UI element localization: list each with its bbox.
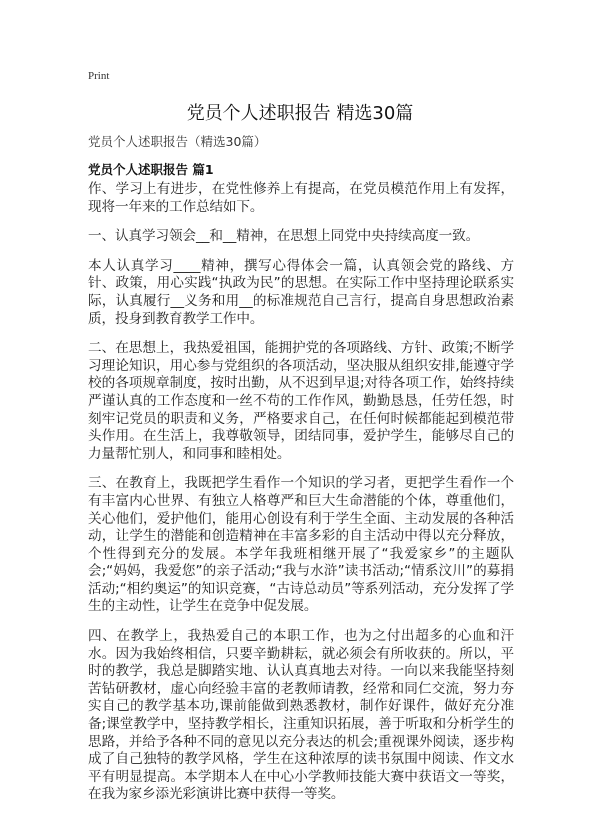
document-title: 党员个人述职报告 精选30篇 <box>186 103 414 124</box>
paragraph-point-1-body: 本人认真学习____精神，撰写心得体会一篇，认真领会党的路线、方针、政策，用心实践“执政为民”的思想。在实际工作中坚持理论联系实际，认真履行__义务和用__的标准规范自己言行，提高自身思想政治素质，投身到教育教学工作中。 <box>88 257 514 327</box>
document-subtitle: 党员个人述职报告（精选30篇） <box>88 134 267 149</box>
paragraph-intro: 作、学习上有进步，在党性修养上有提高，在党员模范作用上有发挥，现将一年来的工作总结如下。 <box>88 181 514 215</box>
paragraph-point-1-heading: 一、认真学习领会__和__精神，在思想上同党中央持续高度一致。 <box>88 228 480 245</box>
print-label: Print <box>88 70 110 82</box>
section-heading: 党员个人述职报告 篇1 <box>88 162 214 177</box>
document-body <box>88 181 514 816</box>
paragraph-point-2: 二、在思想上，我热爱祖国，能拥护党的各项路线、方针、政策;不断学习理论知识，用心参与党组织的各项活动，坚决服从组织安排,能遵守学校的各项规章制度，按时出勤，从不迟到早退;对待各项工作，始终持续严谨认真的工作态度和一丝不苟的工作作风，勤勤恳恳，任劳任怨，时刻牢记党员的职责和义务，严格要求自己，在任何时候都能起到模范带头作用。在生活上，我尊敬领导，团结同事，爱护学生，能够尽自己的力量帮忙别人，和同事和睦相处。 <box>88 340 514 462</box>
paragraph-point-4: 四、在教学上，我热爱自己的本职工作，也为之付出超多的心血和汗水。因为我始终相信，只要辛勤耕耘，就必须会有所收获的。所以，平时的教学，我总是脚踏实地、认认真真地去对待。一向以来我能坚持刻苦钻研教材，虚心向经验丰富的老教师请教，经常和同仁交流，努力夯实自己的教学基本功,课前能做到熟悉教材，制作好课件，做好充分准备;课堂教学中，坚持教学相长，注重知识拓展，善于听取和分析学生的思路，并给予各种不同的意见以充分表达的机会;重视课外阅读，逐步构成了自己独特的教学风格，学生在这种浓厚的读书氛围中阅读、作文水平有明显提高。本学期本人在中心小学教师技能大赛中获语文一等奖，在我为家乡添光彩演讲比赛中获得一等奖。 <box>88 628 514 803</box>
paragraph-point-3: 三、在教育上，我既把学生看作一个知识的学习者，更把学生看作一个有丰富内心世界、有独立人格尊严和巨大生命潜能的个体，尊重他们，关心他们，爱护他们，能用心创设有利于学生全面、主动发展的各种活动，让学生的潜能和创造精神在丰富多彩的自主活动中得以充分释放，个性得到充分的发展。本学年我班相继开展了“我爱家乡”的主题队会;“妈妈，我爱您”的亲子活动;“我与水浒”读书活动;“情系汶川”的募捐活动;“相约奥运”的知识竞赛，“古诗总动员”等系列活动，充分发挥了学生的主动性，让学生在竞争中促发展。 <box>88 475 514 615</box>
